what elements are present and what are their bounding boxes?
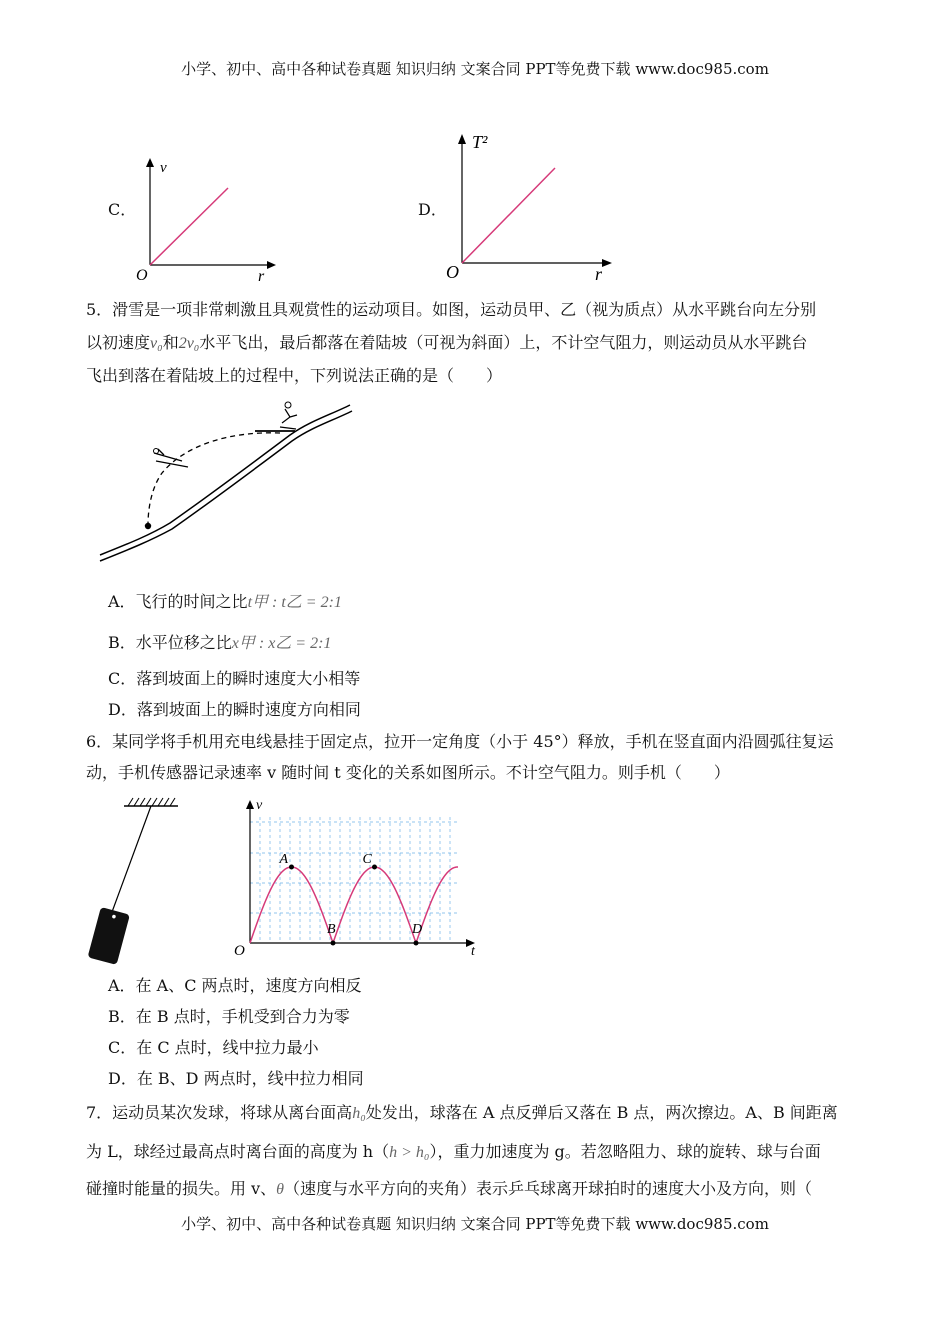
y-axis-arrow <box>458 134 466 144</box>
v-axis-arrow <box>246 800 254 809</box>
q5-option-c: C．落到坡面上的瞬时速度大小相等 <box>108 669 361 688</box>
theta-symbol: θ <box>276 1181 284 1198</box>
origin-label: O <box>446 262 459 282</box>
q4-option-c-label: C． <box>108 200 137 219</box>
y-label: T² <box>472 132 488 152</box>
v0-symbol: v₀ <box>150 335 163 352</box>
proportional-line <box>150 188 228 265</box>
x-label: r <box>258 268 265 285</box>
grid <box>250 817 458 943</box>
point-C <box>372 865 377 870</box>
q6-stem-line2: 动，手机传感器记录速率 v 随时间 t 变化的关系如图所示。不计空气阻力。则手机（ ） <box>86 763 730 782</box>
slope-upper-line <box>100 405 350 555</box>
q4-option-d-graph <box>440 128 620 286</box>
skier-top-icon <box>280 402 297 429</box>
q5-stem-line3: 飞出到落在着陆坡上的过程中，下列说法正确的是（ ） <box>86 366 503 385</box>
q5-option-b: B．水平位移之比x甲 : x乙 = 2:1 <box>108 633 332 652</box>
flight-trajectory <box>148 433 280 525</box>
q6-pendulum-figure <box>84 790 194 965</box>
origin-label: O <box>234 943 245 959</box>
h0-symbol: h₀ <box>352 1105 366 1122</box>
q6-option-a: A．在 A、C 两点时，速度方向相反 <box>108 976 362 995</box>
q7-stem-line2: 为 L，球经过最高点时离台面的高度为 h（h > h₀），重力加速度为 g。若忽略阻力、球的旋转、球与台面 <box>86 1142 821 1161</box>
q5-stem-line1: 5．滑雪是一项非常刺激且具观赏性的运动项目。如图，运动员甲、乙（视为质点）从水平跳台向左分别 <box>86 300 817 319</box>
point-B <box>331 941 336 946</box>
y-axis-arrow <box>146 158 154 167</box>
h-condition: h > h₀ <box>389 1144 430 1161</box>
speed-curve <box>250 867 458 943</box>
v-label: v <box>256 798 263 813</box>
q6-option-b: B．在 B 点时，手机受到合力为零 <box>108 1007 350 1026</box>
q6-speed-time-chart <box>228 795 483 963</box>
q7-stem-line3: 碰撞时能量的损失。用 v、θ（速度与水平方向的夹角）表示乒乓球离开球拍时的速度大小及方向，则（ <box>86 1179 813 1198</box>
page-header: 小学、初中、高中各种试卷真题 知识归纳 文案合同 PPT等免费下载 www.doc985.com <box>181 60 769 78</box>
q5-option-d: D．落到坡面上的瞬时速度方向相同 <box>108 700 361 719</box>
q5-ski-slope-figure <box>90 395 360 565</box>
proportional-line <box>462 168 555 263</box>
point-A <box>289 865 294 870</box>
slope-lower-line <box>100 411 352 561</box>
q6-option-d: D．在 B、D 两点时，线中拉力相同 <box>108 1069 364 1088</box>
q6-option-c: C．在 C 点时，线中拉力最小 <box>108 1038 319 1057</box>
q4-option-c-graph <box>130 150 290 285</box>
page-footer: 小学、初中、高中各种试卷真题 知识归纳 文案合同 PPT等免费下载 www.doc985.com <box>181 1215 769 1233</box>
2v0-symbol: 2v₀ <box>178 335 200 352</box>
q5-option-a: A．飞行的时间之比t甲 : t乙 = 2:1 <box>108 592 342 611</box>
point-label-A: A <box>279 852 289 867</box>
y-label: v <box>160 160 167 176</box>
ceiling-hatch <box>128 798 175 806</box>
q4-option-d-label: D． <box>418 200 447 219</box>
phone-icon <box>88 907 130 965</box>
charging-cable <box>112 806 151 912</box>
point-label-B: B <box>327 922 336 937</box>
x-axis-arrow <box>267 261 276 269</box>
q7-stem-line1: 7．运动员某次发球，将球从离台面高h₀处发出，球落在 A 点反弹后又落在 B 点，两次擦边。A、B 间距离 <box>86 1103 838 1122</box>
point-label-D: D <box>412 922 423 937</box>
landing-point <box>145 523 151 529</box>
t-label: t <box>471 944 475 959</box>
x-axis-arrow <box>602 259 612 267</box>
origin-label: O <box>136 267 148 284</box>
point-label-C: C <box>362 852 372 867</box>
q6-stem-line1: 6．某同学将手机用充电线悬挂于固定点，拉开一定角度（小于 45°）释放，手机在竖直面内沿圆弧往复运 <box>86 732 834 751</box>
q5-stem-line2: 以初速度v₀和2v₀水平飞出，最后都落在着陆坡（可视为斜面）上，不计空气阻力，则运动员从水平跳台 <box>86 333 808 352</box>
skier-flight-icon <box>154 449 189 468</box>
x-label: r <box>595 264 603 284</box>
point-D <box>414 941 419 946</box>
